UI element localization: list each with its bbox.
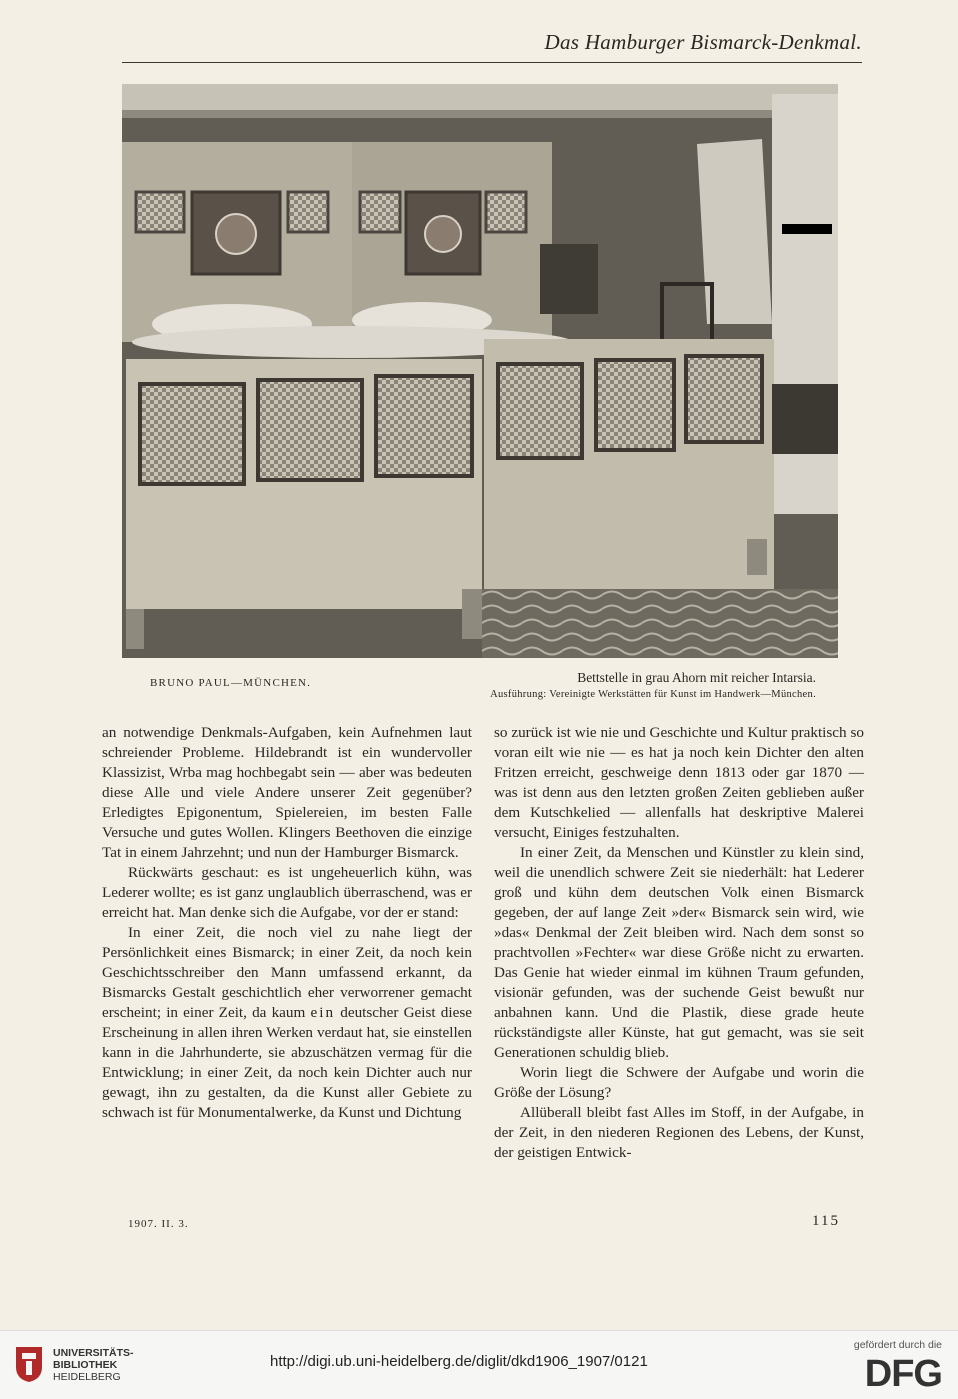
library-line-3: HEIDELBERG [53,1371,121,1383]
left-paragraph-3 [102,923,472,1123]
library-name [53,1347,134,1383]
page-number: 115 [812,1213,840,1229]
university-seal-icon [14,1345,44,1383]
permalink[interactable]: http://digi.ub.uni-heidelberg.de/diglit/dkd1906_1907/0121 [270,1353,648,1370]
left-column [102,723,472,1123]
right-paragraph-2: In einer Zeit, da Menschen und Künstler zu klein sind, weil die unendlich schwere Zeit sie niederhält: hat Lederer groß und kühn dem deutschen Volk einen Bismarck gegeben, der auf lange Zeit »der« Bismarck sein wird, wie »das« Denkmal der Zeit bleiben wird. Nach dem sonst so prachtvollen »Fechter« war diese Größe nicht zu erwarten. Das Genie hat wieder einmal im kühnen Traum gefunden, visionär gefunden, was der suchende Geist bewußt nur anbahnen kann. Und die Plastik, diese grade heute rückständigste aller Künste, hat gut gemacht, was sie seit Generationen schuldig blieb. [494,844,864,1061]
running-head: Das Hamburger Bismarck-Denkmal. [544,30,862,54]
photo-credit: BRUNO PAUL—MÜNCHEN. [150,677,312,689]
right-paragraph-1: so zurück ist wie nie und Geschichte und Kultur praktisch so voran eilt wie nie — es hat ja noch kein Dichter den alten Fritzen erreicht, geschweige denn 1813 oder gar 1870 — was ist denn aus den letzten großen Zeiten geblieben außer dem Kutschkelied — allenfalls hat deskriptive Malerei versucht, Einiges festzuhalten. [494,724,864,841]
library-line-1: UNIVERSITÄTS- [53,1347,134,1359]
right-paragraph-4: Allüberall bleibt fast Alles im Stoff, in der Aufgabe, in der Zeit, in den niederen Regionen des Lebens, der Kunst, der geistigen Entwick- [494,1104,864,1161]
dfg-logo: DFG [864,1353,942,1395]
header-rule [122,62,862,63]
right-column [494,723,864,1163]
spaced-word: ein [310,1004,336,1021]
figure-caption [490,670,816,700]
funding-note: gefördert durch die [853,1339,942,1351]
left-paragraph-3-part-a: In einer Zeit, die noch viel zu nahe liegt der Persönlichkeit eines Bismarck; in einer Zeit, da noch kein Geschichtsschreiber den Mann umfassend erkannt, da Bismarcks Gestalt geschichtlich eher verworrener gemacht erscheint; in einer Zeit, da kaum [102,924,472,1021]
issue-number: 1907. II. 3. [128,1218,189,1230]
left-paragraph-1: an notwendige Denkmals-Aufgaben, kein Aufnehmen laut schreiender Probleme. Hildebrandt ist ein wundervoller Klassizist, Wrba mag hochbegabt sein — aber was bedeuten diese Alle und viele Andere unserer Zeit gegenüber? Erledigtes Epigonentum, Spielereien, im besten Falle Versuche und gutes Wollen. Klingers Beethoven die einzige Tat in einem Jahrzehnt; und nun der Hamburger Bismarck. [102,724,472,861]
bedroom-illustration [122,84,838,658]
left-paragraph-2: Rückwärts geschaut: es ist ungeheuerlich kühn, was Lederer wollte; es ist ganz unglaublich überraschend, was er erreicht hat. Man denke sich die Aufgabe, vor der er stand: [102,864,472,921]
caption-execution: Ausführung: Vereinigte Werkstätten für Kunst im Handwerk—München. [490,689,816,700]
bed-photograph [122,84,838,658]
right-paragraph-3: Worin liegt die Schwere der Aufgabe und worin die Größe der Lösung? [494,1064,864,1101]
caption-title: Bettstelle in grau Ahorn mit reicher Intarsia. [577,670,816,685]
viewer-bar [0,1330,958,1399]
library-line-2: BIBLIOTHEK [53,1359,118,1371]
left-paragraph-3-part-b: deutscher Geist diese Erscheinung in allen ihren Werken verdaut hat, sie einstellen kann in die Jahrhunderte, sie abzuschätzen vermag für die Entwicklung; in einer Zeit, da noch kein Dichter auch nur gewagt, ihn zu gestalten, da die Kunst aller Gebiete zu schwach ist für Monumentalwerke, da Kunst und Dichtung [102,1004,473,1121]
